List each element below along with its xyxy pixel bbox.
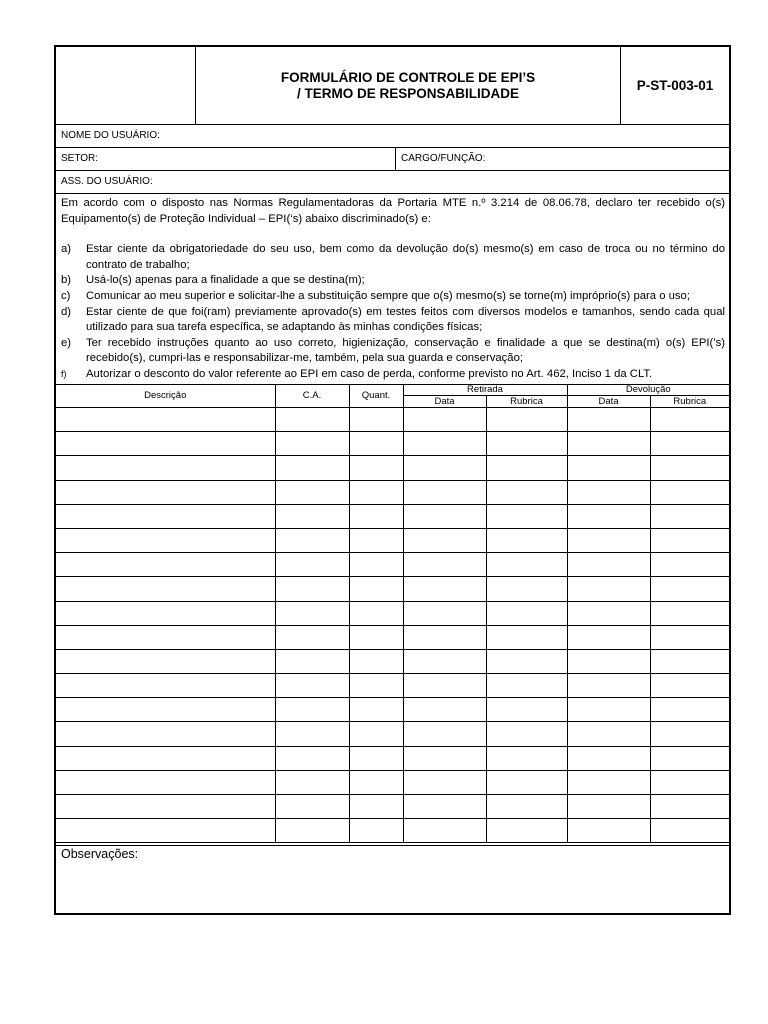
user-name-field[interactable]: [56, 124, 729, 147]
table-cell[interactable]: [486, 577, 567, 601]
table-cell[interactable]: [275, 601, 349, 625]
table-cell[interactable]: [403, 456, 486, 480]
table-cell[interactable]: [349, 674, 403, 698]
table-row: [56, 432, 729, 456]
table-cell[interactable]: [486, 432, 567, 456]
table-cell[interactable]: [486, 819, 567, 843]
table-cell[interactable]: [349, 577, 403, 601]
table-cell[interactable]: [56, 408, 275, 432]
table-cell[interactable]: [275, 770, 349, 794]
table-cell[interactable]: [486, 601, 567, 625]
table-cell[interactable]: [650, 528, 729, 552]
table-cell[interactable]: [403, 698, 486, 722]
declaration-item: c) Comunicar ao meu superior e solicitar-lhe a substituição sempre que o(s) mesmo(s) se torne(m) impróprio(s) para o uso;: [61, 289, 690, 302]
table-cell[interactable]: [486, 456, 567, 480]
declaration-item: b) Usá-lo(s) apenas para a finalidade a que se destina(m);: [61, 274, 365, 287]
table-cell[interactable]: [486, 746, 567, 770]
col-devolucao: Devolução: [567, 384, 729, 396]
table-cell[interactable]: [567, 746, 650, 770]
table-cell[interactable]: [349, 480, 403, 504]
table-cell[interactable]: [349, 456, 403, 480]
col-retirada-data: Data: [403, 396, 486, 408]
form-title-line1: FORMULÁRIO DE CONTROLE DE EPI’S: [280, 69, 536, 85]
table-cell[interactable]: [349, 601, 403, 625]
table-row: [56, 577, 729, 601]
table-row: [56, 528, 729, 552]
table-cell[interactable]: [486, 408, 567, 432]
table-cell[interactable]: [349, 504, 403, 528]
table-cell[interactable]: [567, 528, 650, 552]
table-cell[interactable]: [56, 819, 275, 843]
col-descricao: Descrição: [56, 384, 275, 408]
table-cell[interactable]: [403, 577, 486, 601]
table-cell[interactable]: [349, 625, 403, 649]
table-row: [56, 698, 729, 722]
table-cell[interactable]: [486, 480, 567, 504]
table-cell[interactable]: [275, 553, 349, 577]
table-cell[interactable]: [567, 553, 650, 577]
table-cell[interactable]: [275, 408, 349, 432]
table-cell[interactable]: [349, 819, 403, 843]
table-cell[interactable]: [56, 770, 275, 794]
table-cell[interactable]: [349, 649, 403, 673]
table-cell[interactable]: [56, 528, 275, 552]
table-cell[interactable]: [349, 746, 403, 770]
table-cell[interactable]: [567, 625, 650, 649]
table-cell[interactable]: [567, 504, 650, 528]
sector-label: SETOR:: [61, 153, 99, 164]
table-cell[interactable]: [403, 722, 486, 746]
table-cell[interactable]: [486, 553, 567, 577]
declaration-item: a) Estar ciente da obrigatoriedade do seu uso, bem como da devolução do(s) mesmo(s) em caso de troca ou no término do contrato de trabalho;: [61, 243, 725, 271]
table-cell[interactable]: [349, 528, 403, 552]
table-cell[interactable]: [349, 795, 403, 819]
col-quant: Quant.: [349, 384, 403, 408]
col-retirada: Retirada: [403, 384, 567, 396]
table-cell[interactable]: [567, 698, 650, 722]
table-row: [56, 601, 729, 625]
table-cell[interactable]: [567, 770, 650, 794]
logo-placeholder: [56, 47, 196, 124]
table-cell[interactable]: [275, 456, 349, 480]
table-cell[interactable]: [349, 722, 403, 746]
observations-label: Observações:: [61, 847, 139, 861]
table-cell[interactable]: [650, 674, 729, 698]
table-cell[interactable]: [486, 649, 567, 673]
table-cell[interactable]: [349, 408, 403, 432]
table-cell[interactable]: [275, 504, 349, 528]
table-cell[interactable]: [403, 795, 486, 819]
table-row: [56, 553, 729, 577]
role-field[interactable]: [396, 147, 729, 170]
user-name-label: NOME DO USUÁRIO:: [61, 130, 160, 141]
table-cell[interactable]: [56, 601, 275, 625]
table-cell[interactable]: [403, 528, 486, 552]
user-signature-field[interactable]: [56, 170, 729, 193]
epi-table: [56, 384, 729, 843]
table-cell[interactable]: [349, 553, 403, 577]
observations-box[interactable]: [56, 845, 729, 915]
table-cell[interactable]: [486, 528, 567, 552]
table-cell[interactable]: [56, 722, 275, 746]
col-devolucao-data: Data: [567, 396, 650, 408]
table-cell[interactable]: [650, 577, 729, 601]
table-cell[interactable]: [275, 722, 349, 746]
table-cell[interactable]: [650, 625, 729, 649]
table-row: [56, 795, 729, 819]
table-cell[interactable]: [650, 649, 729, 673]
table-cell[interactable]: [275, 698, 349, 722]
table-cell[interactable]: [403, 770, 486, 794]
table-cell[interactable]: [349, 770, 403, 794]
table-row: [56, 649, 729, 673]
table-cell[interactable]: [650, 456, 729, 480]
table-cell[interactable]: [56, 795, 275, 819]
table-cell[interactable]: [403, 746, 486, 770]
table-cell[interactable]: [403, 480, 486, 504]
table-cell[interactable]: [403, 432, 486, 456]
table-cell[interactable]: [403, 601, 486, 625]
sector-role-row: [56, 147, 729, 170]
table-cell[interactable]: [349, 698, 403, 722]
table-cell[interactable]: [486, 770, 567, 794]
declaration-text: [56, 194, 729, 384]
table-cell[interactable]: [567, 577, 650, 601]
table-cell[interactable]: [567, 601, 650, 625]
table-cell[interactable]: [56, 674, 275, 698]
table-cell[interactable]: [486, 795, 567, 819]
table-cell[interactable]: [567, 432, 650, 456]
table-cell[interactable]: [403, 674, 486, 698]
table-cell[interactable]: [650, 504, 729, 528]
table-cell[interactable]: [486, 722, 567, 746]
table-cell[interactable]: [403, 504, 486, 528]
col-ca: C.A.: [275, 384, 349, 408]
epi-control-form: [54, 45, 731, 915]
table-cell[interactable]: [650, 480, 729, 504]
table-cell[interactable]: [650, 722, 729, 746]
table-cell[interactable]: [650, 432, 729, 456]
table-cell[interactable]: [567, 795, 650, 819]
epi-table-body: [56, 408, 729, 843]
table-cell[interactable]: [567, 408, 650, 432]
table-cell[interactable]: [56, 504, 275, 528]
table-row: [56, 480, 729, 504]
col-devolucao-rubrica: Rubrica: [650, 396, 729, 408]
table-cell[interactable]: [275, 625, 349, 649]
table-cell[interactable]: [403, 408, 486, 432]
form-title: [196, 47, 621, 124]
declaration-intro: Em acordo com o disposto nas Normas Regulamentadoras da Portaria MTE n.º 3.214 de 08.06.78, declaro ter recebido o(s) Equipamento(s) de Proteção Individual – EPI(‘s) abaixo discriminado(s) e:: [61, 197, 725, 225]
table-cell[interactable]: [567, 819, 650, 843]
table-cell[interactable]: [567, 480, 650, 504]
form-title-line2: / TERMO DE RESPONSABILIDADE: [296, 85, 520, 101]
table-cell[interactable]: [56, 649, 275, 673]
table-cell[interactable]: [349, 432, 403, 456]
table-cell[interactable]: [56, 746, 275, 770]
table-cell[interactable]: [650, 819, 729, 843]
table-row: [56, 722, 729, 746]
table-cell[interactable]: [56, 625, 275, 649]
table-cell[interactable]: [486, 674, 567, 698]
table-cell[interactable]: [275, 480, 349, 504]
table-cell[interactable]: [650, 698, 729, 722]
table-cell[interactable]: [275, 746, 349, 770]
table-row: [56, 625, 729, 649]
table-cell[interactable]: [486, 625, 567, 649]
table-cell[interactable]: [403, 625, 486, 649]
table-cell[interactable]: [275, 432, 349, 456]
declaration-item: d) Estar ciente de que foi(ram) previamente aprovado(s) em testes feitos com diversos modelos e tamanhos, sendo cada qual utilizado para sua tarefa específica, se adaptando às minhas condições físicas;: [61, 305, 725, 334]
table-cell[interactable]: [403, 819, 486, 843]
role-label: CARGO/FUNÇÃO:: [401, 153, 486, 164]
table-row: [56, 408, 729, 432]
table-row: [56, 746, 729, 770]
form-code: P-ST-003-01: [636, 78, 714, 93]
table-cell[interactable]: [650, 408, 729, 432]
table-cell[interactable]: [56, 577, 275, 601]
table-cell[interactable]: [56, 456, 275, 480]
table-row: [56, 456, 729, 480]
table-cell[interactable]: [56, 553, 275, 577]
form-header: [56, 47, 729, 124]
table-cell[interactable]: [275, 577, 349, 601]
table-cell[interactable]: [403, 553, 486, 577]
table-cell[interactable]: [275, 674, 349, 698]
table-cell[interactable]: [56, 432, 275, 456]
table-row: [56, 504, 729, 528]
table-cell[interactable]: [567, 456, 650, 480]
table-cell[interactable]: [275, 819, 349, 843]
declaration-item: f) Autorizar o desconto do valor referente ao EPI em caso de perda, conforme previsto no Art. 462, Inciso 1 da CLT.: [61, 367, 653, 380]
table-cell[interactable]: [567, 722, 650, 746]
table-row: [56, 770, 729, 794]
table-cell[interactable]: [275, 649, 349, 673]
col-retirada-rubrica: Rubrica: [486, 396, 567, 408]
table-cell[interactable]: [403, 649, 486, 673]
table-cell[interactable]: [275, 795, 349, 819]
declaration-item: e) Ter recebido instruções quanto ao uso correto, higienização, conservação e finalidade a que se destina(m) o(s) EPI(’s) recebido(s), cumpri-las e responsabilizar-me, também, pela sua guarda e conservação;: [61, 336, 725, 365]
table-cell[interactable]: [650, 553, 729, 577]
table-cell[interactable]: [486, 698, 567, 722]
table-cell[interactable]: [275, 528, 349, 552]
table-cell[interactable]: [650, 601, 729, 625]
table-cell[interactable]: [486, 504, 567, 528]
user-signature-label: ASS. DO USUÁRIO:: [61, 176, 153, 187]
sector-field[interactable]: [56, 147, 396, 170]
table-cell[interactable]: [650, 770, 729, 794]
table-row: [56, 674, 729, 698]
table-cell[interactable]: [650, 746, 729, 770]
table-cell[interactable]: [567, 674, 650, 698]
table-cell[interactable]: [56, 698, 275, 722]
table-cell[interactable]: [567, 649, 650, 673]
table-row: [56, 819, 729, 843]
table-cell[interactable]: [56, 480, 275, 504]
table-cell[interactable]: [650, 795, 729, 819]
